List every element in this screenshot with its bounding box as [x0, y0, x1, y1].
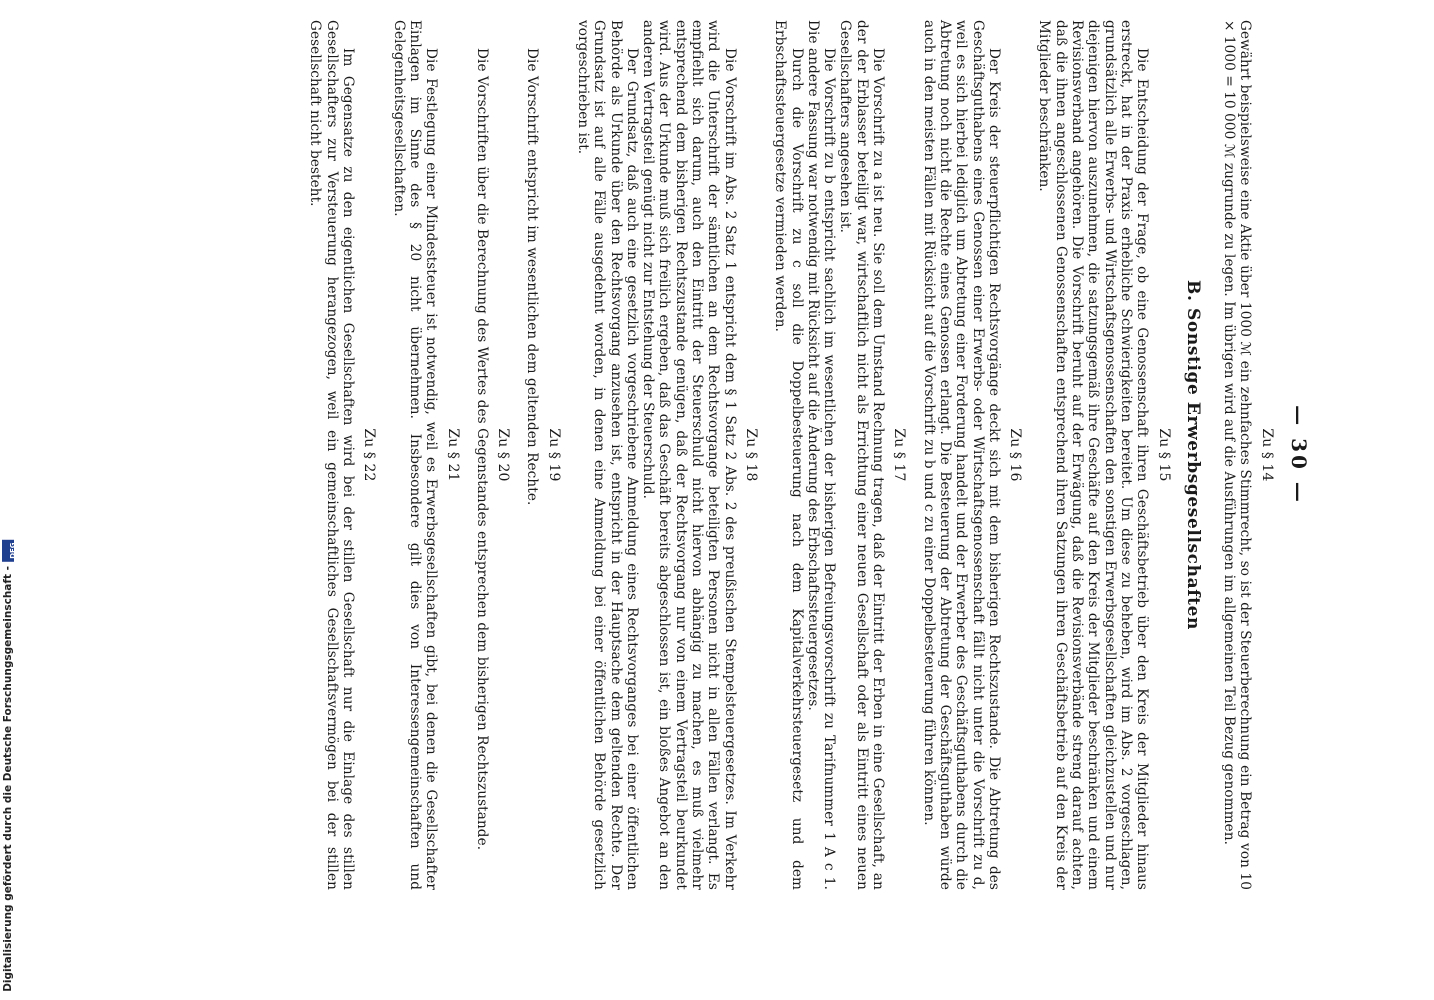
paragraph: Die Vorschrift entspricht im wesentlichen dem geltenden Rechte. — [524, 48, 541, 506]
page-number: — 30 — — [1287, 405, 1311, 505]
section-heading: Zu § 17 — [891, 428, 908, 482]
section-heading: Zu § 20 — [495, 428, 512, 482]
paragraph: Die Vorschriften über die Berechnung des Wertes des Gegenstandes entsprechen dem bisherigen Rechtszustande. — [473, 48, 490, 851]
section-heading: Zu § 19 — [545, 428, 562, 482]
section-heading: Zu § 18 — [742, 428, 759, 482]
paragraph: Die Entscheidung der Frage, ob eine Genossenschaft ihren Geschäftsbetrieb über den Kreis der Mitglieder hinaus erstreckt, hat in der Praxis erhebliche Schwierigkeiten bereitet. Um diese zu beheben, wird im Abs. 2 vorgeschlagen, grundsätzlich alle Erwerbs- und Wirtschaftsgenossenschaften den sonstigen Erwerbsgesellschaften gleichzustellen und nur diejenigen hiervon auszunehmen, die satzungsgemäß ihre Geschäfte auf den Kreis der Mitglieder beschränken und einem Revisionsverband angehören. Die Vorschrift beruht auf der Erwägung, daß die Revisionsverbände streng darauf achten, daß die ihnen angeschlossenen Genossenschaften entsprechend ihren Satzungen ihren Geschäftsbetrieb auf den Kreis der Mitglieder beschränken. — [1036, 20, 1151, 890]
digitization-credit — [2, 540, 17, 992]
rotated-document-page — [107, 0, 1317, 1000]
paragraph: Die Festlegung einer Mindeststeuer ist notwendig, weil es Erwerbsgesellschaften gibt, bei denen die Gesellschafter Einlagen im Sinne des § 20 nicht übernehmen. Insbesondere gilt dies von Interessengemeinschaften und Gelegenheitsgesellschaften. — [390, 20, 440, 890]
section-heading: Zu § 14 — [1258, 428, 1275, 482]
paragraph: Der Grundsatz, daß auch eine gesetzlich vorgeschriebene Anmeldung eines Rechtsvorganges bei einer öffentlichen Behörde als Urkunde über den Rechtsvorgang anzusehen ist, entspricht in der Hauptsache dem geltenden Rechte. Der Grundsatz ist auf alle Fälle ausgedehnt worden, in denen eine Anmeldung bei einer öffentlichen Behörde gesetzlich vorgeschrieben ist. — [575, 20, 640, 890]
section-heading: Zu § 22 — [361, 428, 378, 482]
document-body — [307, 20, 1275, 890]
paragraph: Durch die Vorschrift zu c soll die Doppelbesteuerung nach dem Kapitalverkehrsteuergesetz und dem Erbschaftssteuergesetze vermieden werden. — [772, 20, 805, 890]
dfg-logo-icon: DFG — [2, 540, 14, 562]
section-heading: Zu § 21 — [444, 428, 461, 482]
section-heading: Zu § 16 — [1007, 428, 1024, 482]
part-title: B. Sonstige Erwerbsgesellschaften — [1182, 280, 1203, 630]
section-heading: Zu § 15 — [1155, 428, 1172, 482]
paragraph: Der Kreis der steuerpflichtigen Rechtsvorgänge deckt sich mit dem bisherigen Rechtszustande. Die Abtretung des Geschäftsguthabens eines Genossen einer Erwerbs- oder Wirtschaftsgenossenschaft fällt nicht unter die Vorschrift zu d, weil es sich hierbei lediglich um Abtretung einer Forderung handelt und der Erwerber des Geschäftsguthabens durch die Abtretung noch nicht die Rechte eines Genossen erlangt. Die Besteuerung der Abtretung der Geschäftsguthaben würde auch in den meisten Fällen mit Rücksicht auf die Vorschrift zu b und c zu einer Doppelbesteuerung führen können. — [920, 20, 1002, 890]
credit-text: Digitalisierung gefördert durch die Deutsche Forschungsgemeinschaft - — [2, 566, 14, 992]
paragraph: Die Vorschrift im Abs. 2 Satz 1 entspricht dem § 1 Satz 2 Abs. 2 des preußischen Stempelsteuergesetzes. Im Verkehr wird die Unterschrift der sämtlichen an dem Rechtsvorgange beteiligten Personen nicht in allen Fällen verlangt. Es empfiehlt sich darum, auch den Eintritt der Steuerschuld nicht hiervon abhängig zu machen, es muß vielmehr entsprechend dem bisherigen Rechtszustande genügen, daß der Rechtsvorgang nur von einem Vertragsteil beurkundet wird. Aus der Urkunde muß sich freilich ergeben, daß das Geschäft bereits abgeschlossen ist, ein bloßes Angebot an den anderen Vertragsteil genügt nicht zur Entstehung der Steuerschuld. — [640, 20, 738, 890]
paragraph: Im Gegensatze zu den eigentlichen Gesellschaften wird bei der stillen Gesellschaft nur die Einlage des stillen Gesellschafters zur Versteuerung herangezogen, weil ein gemeinschaftliches Gesellschaftsvermögen bei der stillen Gesellschaft nicht besteht. — [307, 20, 357, 890]
paragraph: Die Vorschrift zu a ist neu. Sie soll dem Umstand Rechnung tragen, daß der Eintritt der Erben in eine Gesellschaft, an der der Erblasser beteiligt war, wirtschaftlich nicht als Errichtung einer neuen Gesellschaft oder als Eintritt eines neuen Gesellschafters angesehen ist. — [837, 20, 887, 890]
paragraph: Die Vorschrift zu b entspricht sachlich im wesentlichen der bisherigen Befreiungsvorschrift zu Tarifnummer 1 A c 1. Die andere Fassung war notwendig mit Rücksicht auf die Änderung des Erbschaftssteuergesetzes. — [804, 20, 838, 890]
paragraph: Gewährt beispielsweise eine Aktie über 1000 ℳ ein zehnfaches Stimmrecht, so ist der Steuerberechnung ein Betrag von 10 × 1000 = 10 000 ℳ zugrunde zu legen. Im übrigen wird auf die Ausführungen im allgemeinen Teil Bezug genommen. — [1221, 20, 1254, 890]
